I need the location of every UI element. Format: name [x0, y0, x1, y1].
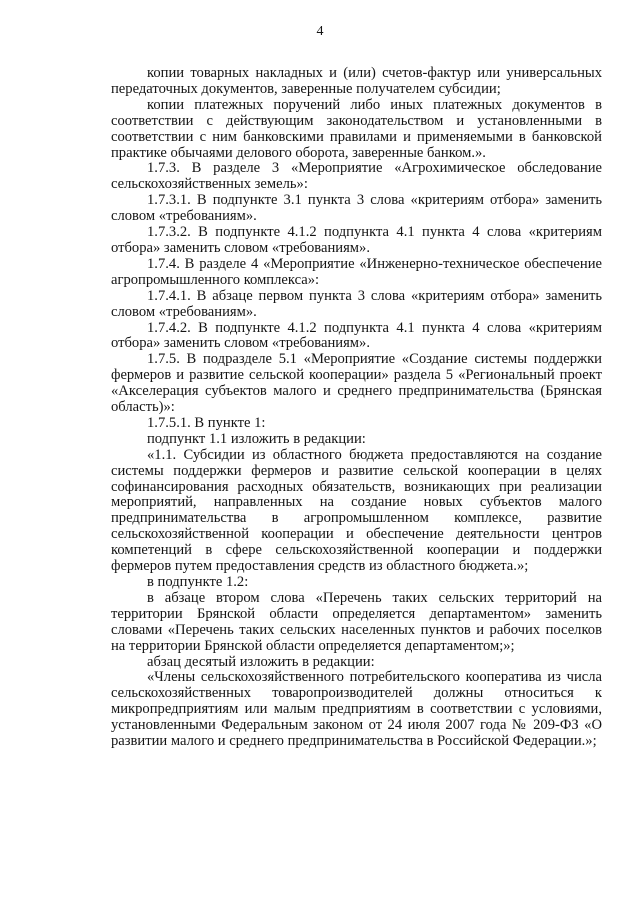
paragraph-1-7-3: 1.7.3. В разделе 3 «Мероприятие «Агрохимическое обследование сельскохозяйственных земель»:: [111, 160, 602, 193]
paragraph-1-7-4: 1.7.4. В разделе 4 «Мероприятие «Инженерно-техническое обеспечение агропромышленного комплекса»:: [111, 255, 602, 288]
paragraph-second-abzac: в абзаце втором слова «Перечень таких сельских территорий на территории Брянской области определяется департаментом» заменить словами «Перечень таких сельских населенных пунктов и рабочих поселков на территории Брянской области определяется департаментом;»;: [111, 589, 602, 654]
paragraph-subpoint-1-1-text: «1.1. Субсидии из областного бюджета предоставляются на создание системы поддержки фермеров и развитие сельской кооперации в целях софинансирования расходных обязательств, возникающих при реализации мероприятий, направленных на создание новых субъектов малого предпринимательства в агропромышленном комплексе, развитие сельскохозяйственной кооперации и обеспечение деятельности центров компетенций в сфере сельскохозяйственной кооперации и поддержки фермеров путем предоставления средств из областного бюджета.»;: [111, 446, 602, 575]
paragraph-tenth-abzac-text: «Члены сельскохозяйственного потребительского кооператива из числа сельскохозяйственных товаропроизводителей должны относиться к микропредприятиям или малым предприятиям в соответствии с условиями, установленными Федеральным законом от 24 июля 2007 года № 209-ФЗ «О развитии малого и среднего предпринимательства в Российской Федерации.»;: [111, 669, 602, 750]
paragraph-1-7-5: 1.7.5. В подразделе 5.1 «Мероприятие «Создание системы поддержки фермеров и развитие сельской кооперации» раздела 5 «Региональный проект «Акселерация субъектов малого и среднего предпринимательства (Брянская область)»:: [111, 351, 602, 416]
paragraph-1-7-3-1: 1.7.3.1. В подпункте 3.1 пункта 3 слова «критериям отбора» заменить словом «требованиям».: [111, 192, 602, 225]
paragraph-payment-orders: копии платежных поручений либо иных платежных документов в соответствии с действующим законодательством и установленными в соответствии с ним банковскими правилами и применяемыми в банковской практике обычаями делового оборота, заверенные банком.».: [111, 96, 602, 161]
paragraph-1-7-4-2: 1.7.4.2. В подпункте 4.1.2 подпункта 4.1 пункта 4 слова «критериям отбора» заменить словом «требованиям».: [111, 319, 602, 352]
paragraph-invoices: копии товарных накладных и (или) счетов-фактур или универсальных передаточных документов, заверенные получателем субсидии;: [111, 65, 602, 97]
paragraph-subpoint-1-1-intro: подпункт 1.1 изложить в редакции:: [147, 430, 366, 447]
paragraph-subpoint-1-2-intro: в подпункте 1.2:: [147, 574, 249, 590]
paragraph-1-7-3-2: 1.7.3.2. В подпункте 4.1.2 подпункта 4.1 пункта 4 слова «критериям отбора» заменить словом «требованиям».: [111, 224, 602, 256]
document-body: [111, 66, 602, 750]
paragraph-1-7-5-1: 1.7.5.1. В пункте 1:: [147, 414, 266, 431]
paragraph-1-7-4-1: 1.7.4.1. В абзаце первом пункта 3 слова «критериям отбора» заменить словом «требованиям».: [111, 287, 602, 320]
paragraph-tenth-abzac-intro: абзац десятый изложить в редакции:: [147, 653, 375, 670]
page-number: 4: [316, 24, 324, 39]
